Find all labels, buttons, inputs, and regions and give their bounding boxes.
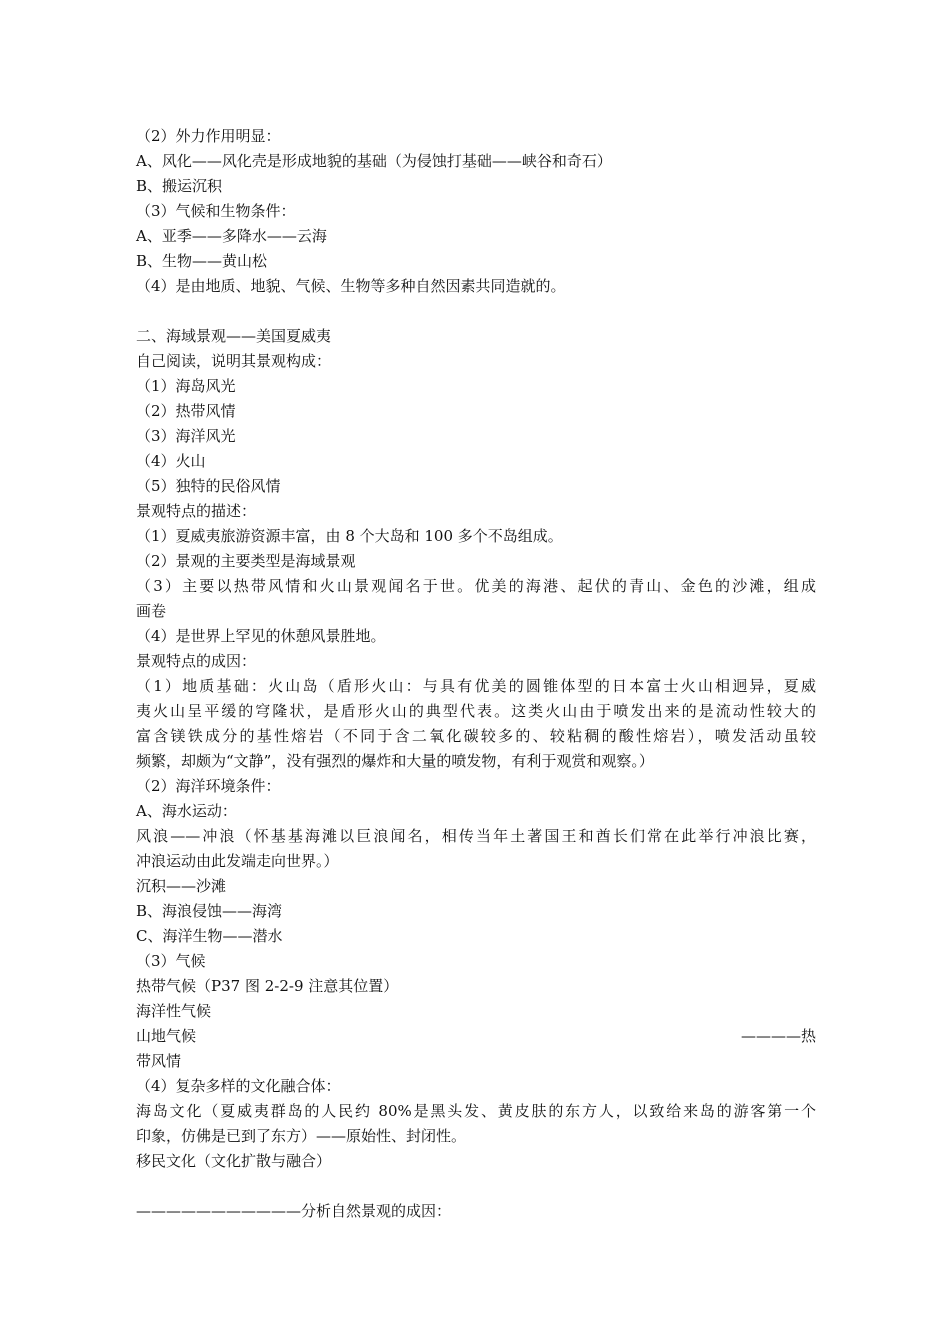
text-line: 自己阅读，说明其景观构成： <box>136 352 332 370</box>
text-line: （2）海洋环境条件： <box>136 777 281 795</box>
text-line: A、海水运动： <box>136 802 237 820</box>
text-left: 山地气候 <box>136 1027 197 1045</box>
text-line: （4）复杂多样的文化融合体： <box>136 1077 341 1095</box>
section-heading: 二、海域景观——美国夏威夷 <box>136 327 332 345</box>
text-line: A、亚季——多降水——云海 <box>136 227 327 245</box>
text-line: （4）是世界上罕见的休憩风景胜地。 <box>136 627 386 645</box>
text-line: （1）夏威夷旅游资源丰富，由 8 个大岛和 100 多个不岛组成。 <box>136 527 563 545</box>
text-line: 景观特点的描述： <box>136 502 257 520</box>
text-line: 带风情 <box>136 1052 182 1070</box>
text-line: 富含镁铁成分的基性熔岩（不同于含二氧化碳较多的、较粘稠的酸性熔岩），喷发活动虽较 <box>136 727 816 745</box>
text-line-split <box>136 1024 816 1049</box>
blank-line <box>136 1174 816 1199</box>
text-line: （2）外力作用明显： <box>136 127 281 145</box>
text-line: 沉积——沙滩 <box>136 877 227 895</box>
text-line: 景观特点的成因： <box>136 652 257 670</box>
text-line: （5）独特的民俗风情 <box>136 477 281 495</box>
text-line: 印象，仿佛是已到了东方）——原始性、封闭性。 <box>136 1127 467 1145</box>
document-body <box>136 124 816 1224</box>
text-line: 热带气候（P37 图 2-2-9 注意其位置） <box>136 977 399 995</box>
text-line: 海岛文化（夏威夷群岛的人民约 80%是黑头发、黄皮肤的东方人，以致给来岛的游客第一个 <box>136 1102 816 1120</box>
text-line: C、海洋生物——潜水 <box>136 927 283 945</box>
text-line: （3）气候和生物条件： <box>136 202 296 220</box>
text-line: A、风化——风化壳是形成地貌的基础（为侵蚀打基础——峡谷和奇石） <box>136 152 612 170</box>
text-line: 海洋性气候 <box>136 1002 212 1020</box>
text-right: ————热 <box>740 1027 816 1045</box>
text-line: （4）是由地质、地貌、气候、生物等多种自然因素共同造就的。 <box>136 277 566 295</box>
text-line: B、生物——黄山松 <box>136 252 268 270</box>
text-line: 频繁，却颇为“文静”，没有强烈的爆炸和大量的喷发物，有利于观赏和观察。） <box>136 752 654 770</box>
text-line: B、搬运沉积 <box>136 177 223 195</box>
text-line: （3）海洋风光 <box>136 427 236 445</box>
text-line: （3）主要以热带风情和火山景观闻名于世。优美的海港、起伏的青山、金色的沙滩，组成 <box>136 577 816 595</box>
text-line: 冲浪运动由此发端走向世界。） <box>136 852 339 870</box>
text-line: （4）火山 <box>136 452 206 470</box>
text-line: 夷火山呈平缓的穹隆状，是盾形火山的典型代表。这类火山由于喷发出来的是流动性较大的 <box>136 702 816 720</box>
text-line: 画卷 <box>136 602 167 620</box>
text-line: ———————————分析自然景观的成因： <box>136 1202 452 1220</box>
text-line: B、海浪侵蚀——海湾 <box>136 902 283 920</box>
text-line: （2）热带风情 <box>136 402 236 420</box>
text-line: （1）海岛风光 <box>136 377 236 395</box>
text-line: 风浪——冲浪（怀基基海滩以巨浪闻名，相传当年土著国王和酋长们常在此举行冲浪比赛， <box>136 827 816 845</box>
blank-line <box>136 299 816 324</box>
text-line: （2）景观的主要类型是海域景观 <box>136 552 356 570</box>
text-line: （1）地质基础：火山岛（盾形火山：与具有优美的圆锥体型的日本富士火山相迥异，夏威 <box>136 677 816 695</box>
text-line: 移民文化（文化扩散与融合） <box>136 1152 332 1170</box>
text-line: （3）气候 <box>136 952 206 970</box>
